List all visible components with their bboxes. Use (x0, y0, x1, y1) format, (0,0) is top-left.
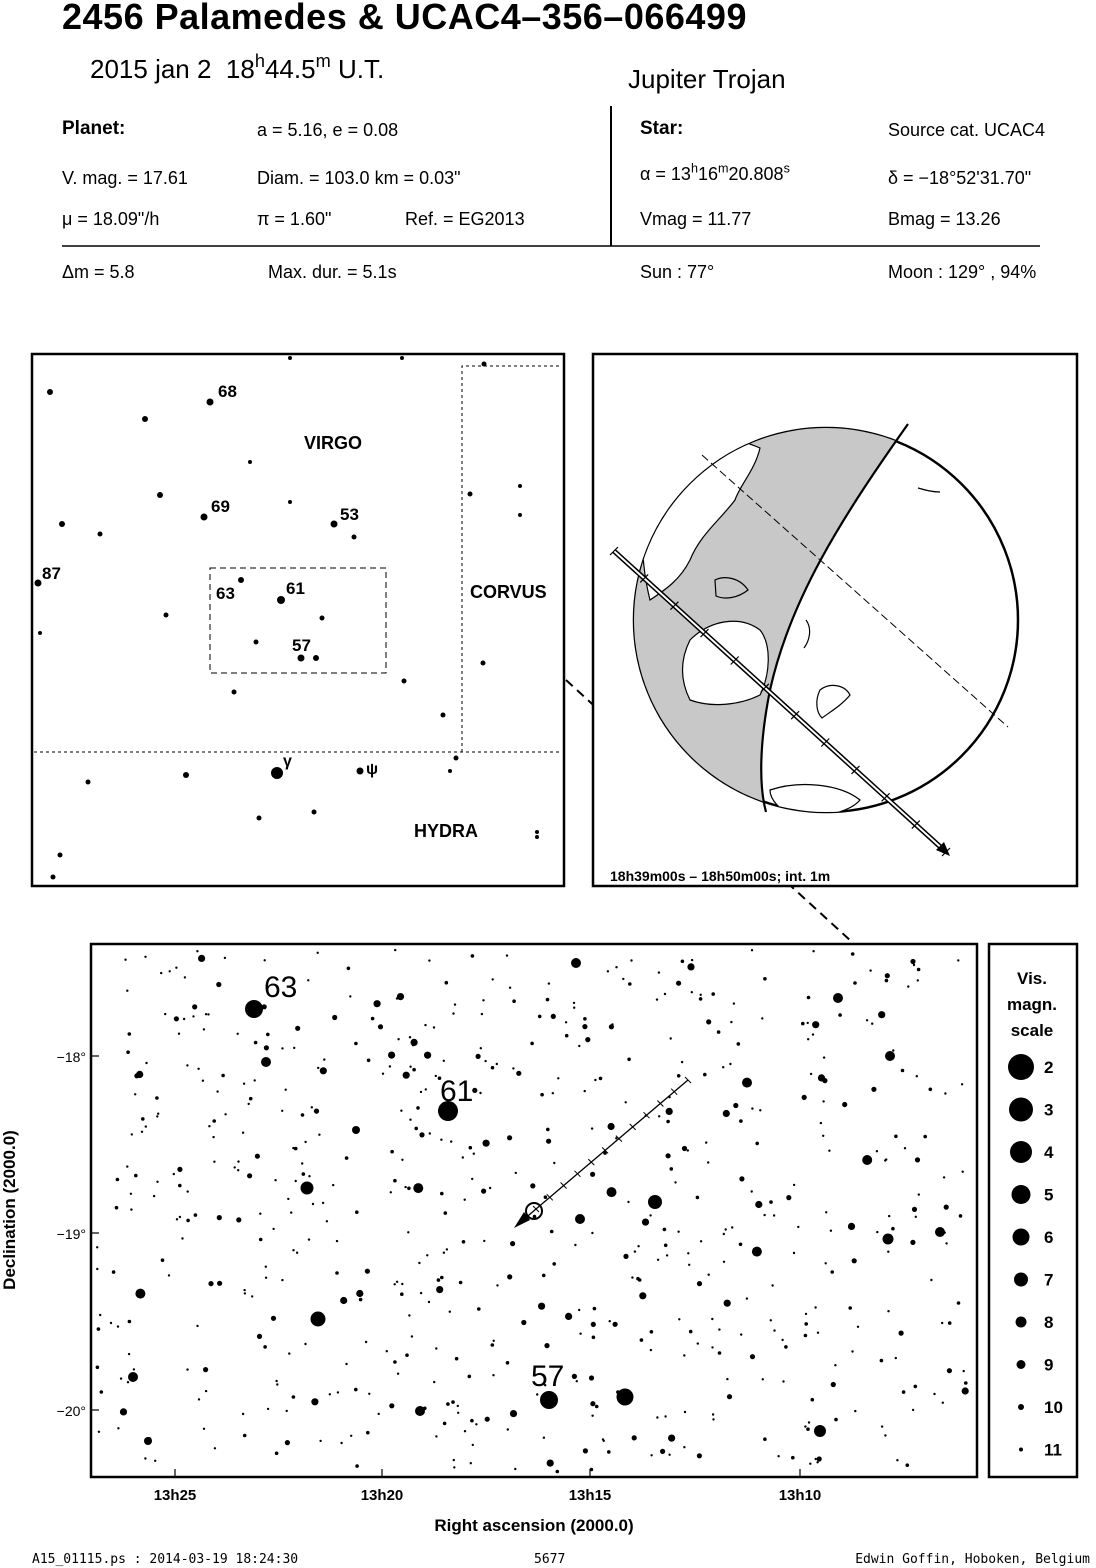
event-time-hours: 18 (225, 54, 255, 84)
scale-dot-9 (1017, 1360, 1026, 1369)
scale-dot-3 (1009, 1098, 1033, 1122)
x-tick-13h10: 13h10 (778, 1487, 822, 1504)
overview-label-61: 61 (286, 579, 305, 598)
scale-label-11: 11 (1044, 1440, 1062, 1460)
planet-heading: Planet: (62, 118, 126, 139)
constellation-corvus: CORVUS (470, 582, 547, 602)
scale-label-3: 3 (1044, 1100, 1054, 1120)
max-duration: Max. dur. = 5.1s (268, 262, 397, 282)
scale-dot-7 (1014, 1273, 1028, 1287)
constellation-virgo: VIRGO (304, 433, 363, 453)
magnitude-drop: Δm = 5.8 (62, 262, 135, 282)
scale-dot-11 (1019, 1448, 1023, 1452)
object-class: Jupiter Trojan (628, 64, 786, 94)
scale-label-5: 5 (1044, 1185, 1054, 1205)
scale-dot-6 (1013, 1229, 1030, 1246)
overview-label-57: 57 (292, 636, 311, 655)
footer-file: A15_01115.ps : 2014-03-19 18:24:30 (32, 1552, 299, 1567)
planet-diameter: Diam. = 103.0 km = 0.03" (257, 168, 461, 188)
scale-label-6: 6 (1044, 1228, 1054, 1247)
scale-title-2: magn. (1006, 995, 1058, 1014)
overview-label-69: 69 (211, 497, 230, 516)
star-declination: δ = −18°52'31.70" (888, 168, 1032, 188)
overview-label-gamma: γ (283, 753, 292, 770)
event-time-minutes: 44.5 (264, 54, 316, 84)
overview-label-68: 68 (218, 382, 237, 401)
scale-dot-5 (1012, 1185, 1031, 1204)
moon-elongation: Moon : 129° , 94% (888, 262, 1037, 282)
planet-parallax: π = 1.60" (257, 209, 332, 229)
footer-number: 5677 (534, 1552, 566, 1567)
scale-title-3: scale (1010, 1021, 1054, 1040)
detail-label-63: 63 (264, 971, 298, 1004)
x-tick-13h20: 13h20 (360, 1487, 404, 1504)
minutes-unit: m (315, 51, 331, 72)
scale-dot-10 (1018, 1404, 1024, 1410)
x-tick-13h15: 13h15 (568, 1487, 612, 1504)
star-heading: Star: (640, 118, 684, 139)
y-tick-19: −19° (56, 1226, 86, 1242)
star-bmag: Bmag = 13.26 (888, 209, 1001, 229)
hours-unit: h (254, 51, 265, 72)
event-date: 2015 jan 2 (90, 54, 212, 84)
detail-label-57: 57 (531, 1360, 565, 1393)
overview-label-53: 53 (340, 505, 359, 524)
star-vmag: Vmag = 11.77 (640, 209, 752, 229)
overview-label-87: 87 (42, 564, 61, 583)
planet-orbit: a = 5.16, e = 0.08 (257, 120, 399, 140)
x-axis-label: Right ascension (2000.0) (434, 1516, 634, 1535)
y-tick-20: −20° (56, 1403, 86, 1419)
planet-vmag: V. mag. = 17.61 (62, 168, 188, 188)
overview-label-psi: ψ (366, 761, 379, 778)
globe-time-caption: 18h39m00s – 18h50m00s; int. 1m (610, 868, 831, 884)
footer-author: Edwin Goffin, Hoboken, Belgium (855, 1552, 1090, 1567)
star-right-ascension: $\alpha = 13^h16^m20.808^s$ (640, 161, 790, 184)
x-tick-13h25: 13h25 (153, 1487, 197, 1504)
planet-motion: μ = 18.09"/h (62, 209, 160, 229)
time-scale: U.T. (337, 54, 385, 84)
scale-label-10: 10 (1044, 1398, 1063, 1417)
constellation-hydra: HYDRA (414, 821, 479, 841)
scale-dot-8 (1016, 1317, 1027, 1328)
overview-label-63: 63 (216, 584, 235, 603)
planet-reference: Ref. = EG2013 (405, 209, 525, 229)
scale-dot-2 (1008, 1054, 1034, 1080)
event-title: 2456 Palamedes & UCAC4–356–066499 (62, 0, 747, 37)
scale-title-1: Vis. (1017, 969, 1047, 988)
sun-elongation: Sun : 77° (640, 262, 715, 282)
scale-label-9: 9 (1044, 1355, 1054, 1375)
scale-label-7: 7 (1044, 1270, 1054, 1290)
scale-label-2: 2 (1044, 1058, 1054, 1077)
y-tick-18: −18° (56, 1049, 86, 1065)
star-source-catalog: Source cat. UCAC4 (888, 120, 1046, 140)
detail-label-61: 61 (440, 1075, 474, 1108)
y-axis-label: Declination (2000.0) (0, 1130, 19, 1290)
scale-dot-4 (1010, 1141, 1032, 1163)
scale-label-8: 8 (1044, 1313, 1054, 1332)
scale-label-4: 4 (1044, 1143, 1054, 1162)
